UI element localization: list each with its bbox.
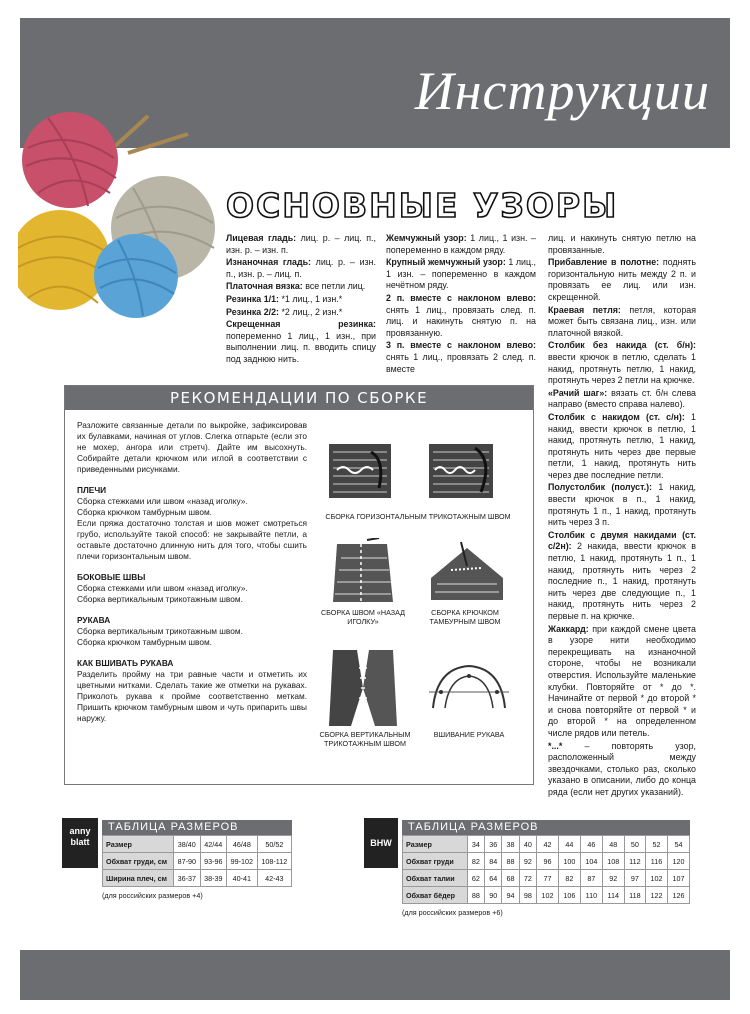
table-cell: 90	[485, 887, 502, 904]
row-label: Обхват груди	[403, 853, 468, 870]
pattern-definition: снять 1 лиц., провязать след. п. лиц. и накинуть снятую п. на провязанную.	[386, 304, 536, 338]
patterns-column-2	[386, 233, 536, 376]
pattern-entry	[226, 294, 376, 306]
table-cell: 106	[558, 887, 580, 904]
horizontal-seam-figure-a	[327, 442, 393, 500]
table-cell: 110	[580, 887, 602, 904]
table-cell: 72	[519, 870, 536, 887]
knitting-needle	[128, 134, 188, 153]
table-cell: 38	[502, 836, 519, 853]
table-cell: 88	[502, 853, 519, 870]
table-cell: 112	[624, 853, 645, 870]
pattern-entry	[226, 233, 376, 256]
pattern-entry	[226, 307, 376, 319]
pattern-term: Жемчужный узор:	[386, 233, 467, 243]
pattern-entry	[386, 293, 536, 339]
table-cell: 68	[502, 870, 519, 887]
size-table-anny-blatt	[102, 820, 292, 900]
table-cell: 92	[519, 853, 536, 870]
table-cell: 40	[519, 836, 536, 853]
table-cell: 42	[537, 836, 559, 853]
table-cell: 46	[580, 836, 602, 853]
pattern-entry	[386, 233, 536, 256]
recommendations-text	[77, 420, 307, 724]
row-label: Обхват бёдер	[403, 887, 468, 904]
pattern-definition: – повторять узор, расположенный между звездочками, столько раз, сколько указано в описании, либо до конца ряда (если нет других указаний).	[548, 740, 696, 797]
pattern-entry	[226, 257, 376, 280]
table-cell: 100	[558, 853, 580, 870]
table-cell: 114	[602, 887, 624, 904]
pattern-definition: 1 накид, ввести крючок в петлю, 1 накид, протянуть петлю, 1 накид, протянуть нить через две первые петли, 1 накид, протянуть нить через две последние петли.	[548, 411, 696, 480]
row-label: Размер	[403, 836, 468, 853]
section-title: ОСНОВНЫЕ УЗОРЫ	[226, 186, 619, 225]
table-cell: 93-96	[200, 853, 226, 870]
bottom-bar	[20, 950, 730, 1000]
table-cell: 87	[580, 870, 602, 887]
figure-caption-crochet: СБОРКА КРЮЧКОМ ТАМБУРНЫМ ШВОМ	[429, 608, 501, 626]
table-row	[403, 870, 690, 887]
table-row	[403, 836, 690, 853]
table-cell: 87-90	[174, 853, 200, 870]
pattern-definition: попеременно 1 лиц., 1 изн., при выполнении лиц. п. вводить спицу под заднюю нить.	[226, 330, 376, 364]
table-cell: 107	[668, 870, 690, 887]
table-cell: 36	[485, 836, 502, 853]
table-cell: 50	[624, 836, 645, 853]
pattern-term: 3 п. вместе с наклоном влево:	[386, 340, 536, 351]
size-table-title: ТАБЛИЦА РАЗМЕРОВ	[102, 820, 292, 835]
table-cell: 42/44	[200, 836, 226, 853]
pink-yarn-ball	[22, 112, 118, 208]
assembly-recommendations-box	[64, 385, 534, 785]
table-cell: 108-112	[257, 853, 291, 870]
recommendation-line: Сборка стежками или швом «назад иголку».	[77, 583, 248, 593]
size-table	[402, 835, 690, 904]
row-label: Ширина плеч, см	[103, 870, 174, 887]
blue-yarn-ball	[94, 234, 178, 318]
pattern-entry	[548, 257, 696, 303]
page-title: Инструкции	[414, 61, 710, 121]
table-cell: 122	[646, 887, 668, 904]
pattern-term: Скрещенная резинка:	[226, 319, 376, 330]
row-label: Размер	[103, 836, 174, 853]
pattern-entry	[548, 340, 696, 386]
pattern-entry	[226, 281, 376, 293]
pattern-definition: петля, которая может быть связана лиц., изн. или платочной вязкой.	[548, 304, 696, 338]
pattern-term: «Рачий шаг»:	[548, 387, 608, 398]
bhw-logo	[364, 818, 398, 868]
size-table-note: (для российских размеров +6)	[402, 908, 503, 917]
recommendation-line: Если пряжа достаточно толстая и шов может смотреться грубо, используйте такой способ: не закрывайте петли, а оставьте достаточно длинную нить для того, чтобы сшить плечи горизонтальным швом.	[77, 518, 307, 561]
table-cell: 64	[485, 870, 502, 887]
pattern-definition: *1 лиц., 1 изн.*	[279, 293, 343, 304]
pattern-term: Лицевая гладь:	[226, 233, 297, 243]
figure-caption-sleeve: ВШИВАНИЕ РУКАВА	[433, 730, 505, 739]
pattern-term: Платочная вязка:	[226, 281, 303, 292]
table-cell: 36-37	[174, 870, 200, 887]
size-table	[102, 835, 292, 887]
table-cell: 54	[668, 836, 690, 853]
pattern-term: 2 п. вместе с наклоном влево:	[386, 292, 536, 303]
figure-caption-horizontal: СБОРКА ГОРИЗОНТАЛЬНЫМ ТРИКОТАЖНЫМ ШВОМ	[325, 512, 511, 521]
bhw-logo-text: BHW	[370, 838, 392, 848]
recommendation-line: Сборка вертикальным трикотажным швом.	[77, 626, 243, 636]
knitting-needle	[113, 116, 148, 148]
pattern-entry	[386, 340, 536, 375]
crochet-chain-seam-figure	[427, 538, 507, 604]
pattern-definition: при каждой смене цвета в узоре нити необходимо перекрещивать на изнаночной стороне, чтобы не возникали отверстия. Используйте маленькие клубки. Повторяйте от * до *. Начинайте от первой * до второй * и снова повторяйте от первой * и до второй * на определенном числе рядов или петель.	[548, 623, 696, 738]
pattern-definition: 1 накид, ввести крючок в п., 1 накид, протянуть 1 п., 1 накид, протянуть нить через 3 п.	[548, 482, 696, 528]
pattern-entry	[548, 624, 696, 740]
table-cell: 42-43	[257, 870, 291, 887]
table-cell: 46/48	[227, 836, 258, 853]
table-cell: 88	[467, 887, 484, 904]
anny-blatt-logo	[62, 818, 98, 868]
table-cell: 40-41	[227, 870, 258, 887]
pattern-definition: все петли лиц.	[302, 281, 366, 292]
pattern-term: Столбик с накидом (ст. с/н):	[548, 411, 685, 422]
pattern-definition: вязать ст. б/н слева направо (вместо справа налево).	[548, 387, 696, 410]
pattern-term: Крупный жемчужный узор:	[386, 257, 506, 268]
pattern-definition: поднять горизонтальную нить между 2 п. и провязать ее лиц. или изн. скрещенной.	[548, 257, 696, 302]
table-row	[403, 887, 690, 904]
pattern-entry	[548, 233, 696, 256]
recommendation-heading: КАК ВШИВАТЬ РУКАВА	[77, 658, 174, 668]
pattern-entry	[226, 319, 376, 365]
row-label: Обхват талии	[403, 870, 468, 887]
table-cell: 102	[646, 870, 668, 887]
table-cell: 92	[602, 870, 624, 887]
pattern-term: *...*	[548, 740, 563, 751]
table-cell: 38/40	[174, 836, 200, 853]
patterns-column-1	[226, 233, 376, 367]
pattern-entry	[548, 530, 696, 623]
patterns-column-3	[548, 233, 696, 800]
table-cell: 108	[602, 853, 624, 870]
recommendation-line: Сборка вертикальным трикотажным швом.	[77, 594, 243, 604]
recommendation-line: Сборка крючком тамбурным швом.	[77, 507, 212, 517]
recommendation-heading: БОКОВЫЕ ШВЫ	[77, 572, 146, 582]
table-row	[103, 836, 292, 853]
backstitch-seam-figure	[327, 538, 399, 606]
pattern-definition: лиц. р. – изн. п., изн. р. – лиц. п.	[226, 257, 376, 279]
table-cell: 96	[537, 853, 559, 870]
pattern-term: Изнаночная гладь:	[226, 257, 312, 268]
pattern-definition: *2 лиц., 2 изн.*	[279, 306, 343, 317]
pattern-entry	[548, 412, 696, 482]
pattern-definition: 2 накида, ввести крючок в петлю, 1 накид, протянуть 1 п., 1 накид, протянуть нить через 2 последние п., 1 накид, протянуть нить через две следующие п., 1 накид, протянуть нить через 2 первые п. на крючке.	[548, 541, 696, 621]
table-cell: 52	[646, 836, 668, 853]
recommendation-line: Разделить пройму на три равные части и отметить их цветными нитками. Сделать такие же отметки на рукавах. Приколоть рукава к пройме соответственно меткам. Пришить крючком тамбурным швом и чуть припарить швы наружу.	[77, 669, 307, 723]
vertical-seam-figure	[327, 648, 399, 728]
table-cell: 84	[485, 853, 502, 870]
recommendation-heading: РУКАВА	[77, 615, 111, 625]
pattern-term: Резинка 2/2:	[226, 306, 279, 317]
table-cell: 44	[558, 836, 580, 853]
pattern-definition: лиц. и накинуть снятую петлю на провязанные.	[548, 233, 696, 255]
pattern-entry	[386, 257, 536, 292]
figure-caption-backstitch: СБОРКА ШВОМ «НАЗАД ИГОЛКУ»	[320, 608, 406, 626]
pattern-term: Столбик с двумя накидами (ст. с/2н):	[548, 529, 696, 552]
pattern-term: Жаккард:	[548, 623, 589, 634]
pattern-term: Столбик без накида (ст. б/н):	[548, 340, 696, 351]
yarn-balls-illustration	[18, 98, 218, 328]
size-table-note: (для российских размеров +4)	[102, 891, 203, 900]
table-cell: 94	[502, 887, 519, 904]
pattern-term: Прибавление в полотне:	[548, 257, 660, 268]
table-cell: 97	[624, 870, 645, 887]
row-label: Обхват груди, см	[103, 853, 174, 870]
table-row	[103, 870, 292, 887]
table-row	[103, 853, 292, 870]
recommendations-intro: Разложите связанные детали по выкройке, зафиксировав их булавками, начиная от углов. Слегка отпарьте (если это не мохер, ангора или стретч). Дайте им высохнуть. Собирайте детали крючком или иглой в соответствии с приведенными рисунками.	[77, 420, 307, 474]
recommendation-line: Сборка крючком тамбурным швом.	[77, 637, 212, 647]
table-cell: 98	[519, 887, 536, 904]
table-cell: 99-102	[227, 853, 258, 870]
table-cell: 120	[668, 853, 690, 870]
horizontal-seam-figure-b	[427, 442, 495, 500]
table-cell: 62	[467, 870, 484, 887]
pattern-definition: 1 лиц., 1 изн. – попеременно в каждом ряду.	[386, 233, 536, 255]
pattern-entry	[548, 305, 696, 340]
table-cell: 77	[537, 870, 559, 887]
figure-caption-vertical: СБОРКА ВЕРТИКАЛЬНЫМ ТРИКОТАЖНЫМ ШВОМ	[319, 730, 411, 748]
table-cell: 34	[467, 836, 484, 853]
pattern-definition: снять 1 лиц., провязать 2 след. п. вместе	[386, 351, 536, 374]
pattern-definition: ввести крючок в петлю, сделать 1 накид, протянуть петлю, 1 накид, протянуть через 2 петли на крючке.	[548, 351, 696, 386]
pattern-term: Полустолбик (полуст.):	[548, 482, 653, 493]
size-table-title: ТАБЛИЦА РАЗМЕРОВ	[402, 820, 690, 835]
table-cell: 38-39	[200, 870, 226, 887]
table-cell: 118	[624, 887, 645, 904]
recommendation-heading: ПЛЕЧИ	[77, 485, 107, 495]
table-cell: 48	[602, 836, 624, 853]
sleeve-setting-figure	[427, 658, 511, 714]
pattern-term: Резинка 1/1:	[226, 293, 279, 304]
pattern-entry	[548, 741, 696, 799]
recommendation-line: Сборка стежками или швом «назад иголку».	[77, 496, 248, 506]
table-cell: 102	[537, 887, 559, 904]
pattern-term: Краевая петля:	[548, 304, 621, 315]
table-cell: 126	[668, 887, 690, 904]
table-cell: 82	[467, 853, 484, 870]
table-cell: 50/52	[257, 836, 291, 853]
table-row	[403, 853, 690, 870]
recommendations-title: РЕКОМЕНДАЦИИ ПО СБОРКЕ	[65, 386, 533, 410]
pattern-entry	[548, 482, 696, 528]
table-cell: 82	[558, 870, 580, 887]
pattern-definition: 1 лиц., 1 изн. – попеременно в каждом нечётном ряду.	[386, 257, 536, 291]
pattern-entry	[548, 388, 696, 411]
pattern-definition: лиц. р. – лиц. п., изн. р. – изн. п.	[226, 233, 376, 255]
anny-blatt-logo-text: anny blatt	[69, 826, 91, 847]
table-cell: 104	[580, 853, 602, 870]
size-table-bhw	[402, 820, 690, 917]
table-cell: 116	[646, 853, 668, 870]
